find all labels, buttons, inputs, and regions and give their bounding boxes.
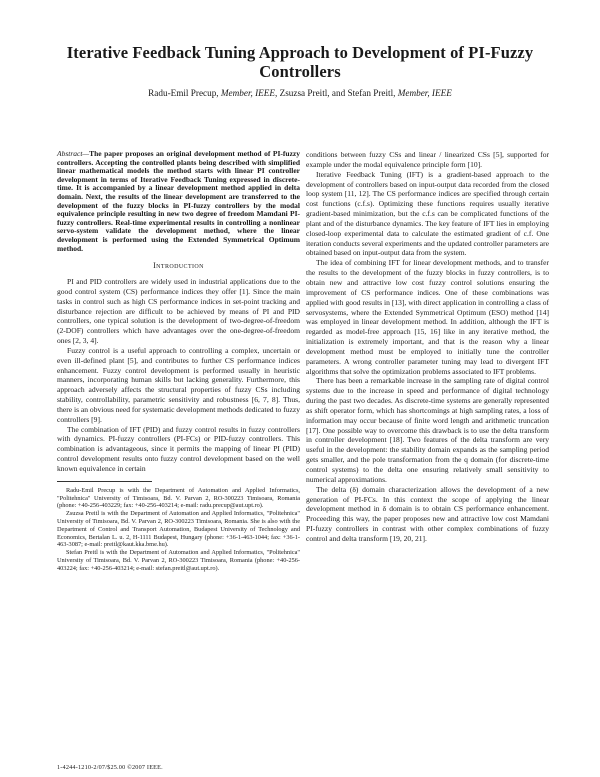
footnote: Radu-Emil Precup is with the Department of Automation and Applied Informatics, "Politehnica" University of Timisoara, Bd. V. Parvan 2, RO-300223 Timisoara, Romania (phone: +40-256-403229; fax: +40-256-403214; e-mail: radu.precup@aut.upt.ro).: [57, 486, 300, 510]
body-paragraph: The combination of IFT (PID) and fuzzy control results in fuzzy controllers with dynamics. PI-fuzzy controllers (PI-FCs) or PID-fuzzy controllers. This combination is advantageous, since it permits the mapping of linear PI (PID) control development results onto fuzzy control development based on the well known equivalence in certain: [57, 424, 300, 473]
footnote-divider: [57, 481, 152, 482]
footnote: Stefan Preitl is with the Department of Automation and Applied Informatics, "Politehnica" University of Timisoara, Bd. V. Parvan 2, RO-300223 Timisoara, Romania (phone: +40-256-403224; fax: +40-256-403214; e-mail: stefan.preitl@aut.upt.ro).: [57, 549, 300, 572]
author-membership-1: Member, IEEE: [220, 88, 275, 98]
body-paragraph: The idea of combining IFT for linear development methods, and to transfer the results to the development of the fuzzy blocks in fuzzy controllers, is to obtain new and attractive low cost fuzzy control solutions ensuring the improvement of CS performance indices. One of these combinations was applied with good results in [13], with direct application in controlling a class of servosystems, where the Extended Symmetrical Optimum (ESO) method [14] was employed in linear development method. In addition, although the IFT is regarded as model-free approach [15, 16] like in any iterative method, the initialization is extremely important, and that is the reason why a linear development method must be employed to initially tune the controller parameters. A wrong controller parameter tuning may lead to divergent IFT algorithms that solve the optimization problems associated to IFT problems.: [306, 258, 549, 376]
body-paragraph: There has been a remarkable increase in the sampling rate of digital control systems due to the increase in speed and performance of digital technology during the past two decades. As discrete-time systems are generally represented as shift operator form, which has shortcomings at high sampling rates, a loss of information may occur because of finite word length and arithmetic truncation [17]. One possible way to overcome this drawback is to use the delta transform in controller development [18]. Two features of the delta transform are very useful in the development: the stability domain expands as the sampling period gets smaller, and the pole transformation from the q domain (for discrete-time control systems) to the delta one ensuring relatively small sensitivity to numerical approximations.: [306, 376, 549, 484]
footnotes: [57, 487, 300, 573]
abstract: [57, 150, 300, 253]
section-heading-introduction: Introduction: [153, 261, 204, 271]
footnote: Zsuzsa Preitl is with the Department of Automation and Applied Informatics, "Politehnica" University of Timisoara, Bd. V. Parvan 2, RO-300223 Timisoara, Romania. She is also with the Department of Control and Transport Automation, Budapest University of Technology and Economics, Bertalan L. u. 2, H-1111 Budapest, Hungary (phone: +36-1-463-1044; fax: +36-1-463-3087; e-mail: preitl@kaut.kka.bme.hu).: [57, 510, 300, 549]
body-paragraph: PI and PID controllers are widely used in industrial applications due to the good control system (CS) performance indices they offer [1]. Since the main tasks in control such as high CS performance indices in set-point tracking and disturbance rejection are difficult to be achieved by means of PI and PID controllers, one typical solution is the development of two-degree-of-freedom (2-DOF) controllers which have advantages over the one-degree-of-freedom ones [2, 3, 4].: [57, 276, 300, 346]
abstract-text: The paper proposes an original development method of PI-fuzzy controllers. Accepting the controlled plants being described with simplified linear mathematical models the method starts with linear PI controller development in terms of Iterative Feedback Tuning expressed in discrete-time. It is accompanied by a linear development method applied in delta domain. Next, the results of the linear development are transferred to the development of the fuzzy blocks in PI-fuzzy controllers by the modal equivalence principle resulting in new two degree of freedom Mamdani PI-fuzzy controllers. Real-time experimental results in controlling a nonlinear servo-system validate the development method, where the linear development is performed using the Extended Symmetrical Optimum method.: [57, 149, 300, 253]
right-column: [306, 150, 549, 544]
body-paragraph: Fuzzy control is a useful approach to controlling a complex, uncertain or even ill-defined plant [5], and contributes to further CS performance indices enhancement. Fuzzy control development is performed usually in heuristic manners, incorporating human skills but lacking generality. Furthermore, this approach adversely affects the structural properties of fuzzy CSs including stability, controllability, parametric sensitivity and robustness [6, 7, 8]. Thus, there is an obvious need for systematic development methods dedicated to fuzzy controllers [9].: [57, 345, 300, 424]
author-names-1: Radu-Emil Precup,: [148, 88, 221, 98]
paper-title: Iterative Feedback Tuning Approach to Development of PI-Fuzzy Controllers: [66, 43, 534, 81]
author-membership-2: Member, IEEE: [397, 88, 452, 98]
copyright-footer: 1-4244-1210-2/07/$25.00 ©2007 IEEE.: [57, 764, 163, 771]
body-paragraph: conditions between fuzzy CSs and linear / linearized CSs [5], supported for example under the modal equivalence principle form [10].: [306, 150, 549, 169]
body-paragraph: The delta (δ) domain characterization allows the development of a new generation of PI-FCs. In this context the scope of applying the linear development method in δ domain is to obtain CS performance enhancement. Proceeding this way, the paper proposes new and attractive low cost Mamdani PI-fuzzy controllers in contrast with other complex combinations of fuzzy control and delta transform [19, 20, 21].: [306, 484, 549, 543]
left-column: [57, 150, 300, 573]
author-names-2: , Zsuzsa Preitl, and Stefan Preitl,: [275, 88, 398, 98]
body-paragraph: Iterative Feedback Tuning (IFT) is a gradient-based approach to the development of controllers based on input-output data recorded from the closed loop system [11, 12]. The CS performance indices are specified through certain cost functions (c.f.s). Optimizing these functions requires usually iterative gradient-based minimization, but the c.f.s can be complicated functions of the plant and of the disturbance dynamics. The key feature of IFT lies in employing closed-loop experimental data to calculate the estimated gradient of c.f. One iteration conducts several experiments and the updated controller parameters are obtained based on input-output data from the system.: [306, 169, 549, 258]
author-line: [40, 88, 560, 99]
abstract-label: Abstract—: [57, 149, 90, 158]
